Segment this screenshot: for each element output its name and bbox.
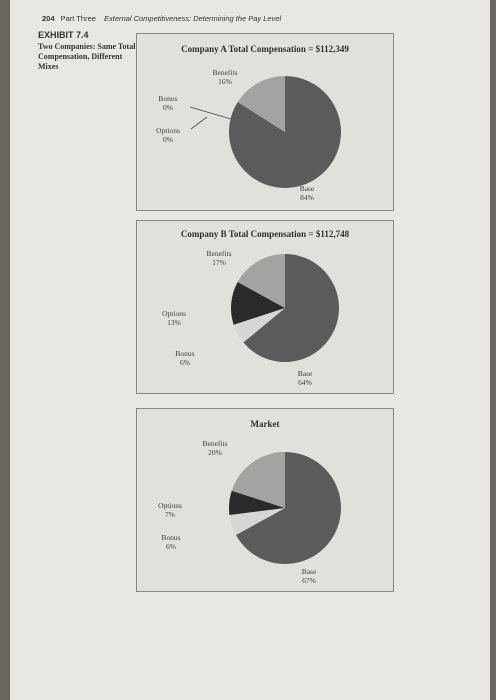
base-value: 84% <box>300 193 314 202</box>
benefits-value: 20% <box>208 448 222 457</box>
market-panel <box>136 408 394 592</box>
market-benefits-label <box>191 439 239 457</box>
market-base-label <box>291 567 327 585</box>
company-b-panel <box>136 220 394 394</box>
bonus-name: Bonus <box>161 533 181 542</box>
base-value: 67% <box>302 576 316 585</box>
base-name: Base <box>297 369 313 378</box>
options-value: 0% <box>163 135 173 144</box>
options-value: 13% <box>167 318 181 327</box>
page-number: 204 <box>42 14 55 23</box>
benefits-value: 17% <box>212 258 226 267</box>
company-a-benefits-label <box>201 68 249 86</box>
benefits-name: Benefits <box>206 249 232 258</box>
company-b-title: Company B Total Compensation = $112,748 <box>180 229 350 239</box>
bonus-leader-line <box>190 107 231 119</box>
part-label: Part Three <box>60 14 96 23</box>
company-a-base-label <box>289 184 325 202</box>
exhibit-label: EXHIBIT 7.4 <box>38 30 89 40</box>
benefits-name: Benefits <box>212 68 238 77</box>
company-b-bonus-label <box>165 349 205 367</box>
bonus-value: 6% <box>180 358 190 367</box>
bonus-value: 6% <box>166 542 176 551</box>
options-name: Options <box>156 126 180 135</box>
company-b-benefits-label <box>195 249 243 267</box>
book-page <box>10 0 490 700</box>
market-options-label <box>147 501 193 519</box>
market-bonus-label <box>151 533 191 551</box>
options-name: Options <box>162 309 186 318</box>
bonus-name: Bonus <box>158 94 178 103</box>
base-name: Base <box>299 184 315 193</box>
bonus-name: Bonus <box>175 349 195 358</box>
options-name: Options <box>158 501 182 510</box>
base-name: Base <box>301 567 317 576</box>
market-pie-chart <box>137 409 393 591</box>
company-a-options-label <box>145 126 191 144</box>
options-value: 7% <box>165 510 175 519</box>
company-a-pie-chart <box>137 34 393 210</box>
exhibit-caption <box>38 30 143 72</box>
base-value: 64% <box>298 378 312 387</box>
bonus-value: 0% <box>163 103 173 112</box>
chapter-title: External Competitiveness: Determining the Pay Level <box>104 14 282 23</box>
company-b-base-label <box>287 369 323 387</box>
exhibit-description: Two Companies: Same Total Compensation, Different Mixes <box>38 42 136 71</box>
company-a-panel <box>136 33 394 211</box>
company-a-bonus-label <box>148 94 188 112</box>
page-header <box>42 14 281 23</box>
benefits-value: 16% <box>218 77 232 86</box>
company-a-title: Company A Total Compensation = $112,349 <box>181 44 349 54</box>
company-b-pie-chart <box>137 221 393 393</box>
company-b-options-label <box>151 309 197 327</box>
options-leader-line <box>191 117 207 129</box>
market-title: Market <box>250 419 280 429</box>
benefits-name: Benefits <box>202 439 228 448</box>
